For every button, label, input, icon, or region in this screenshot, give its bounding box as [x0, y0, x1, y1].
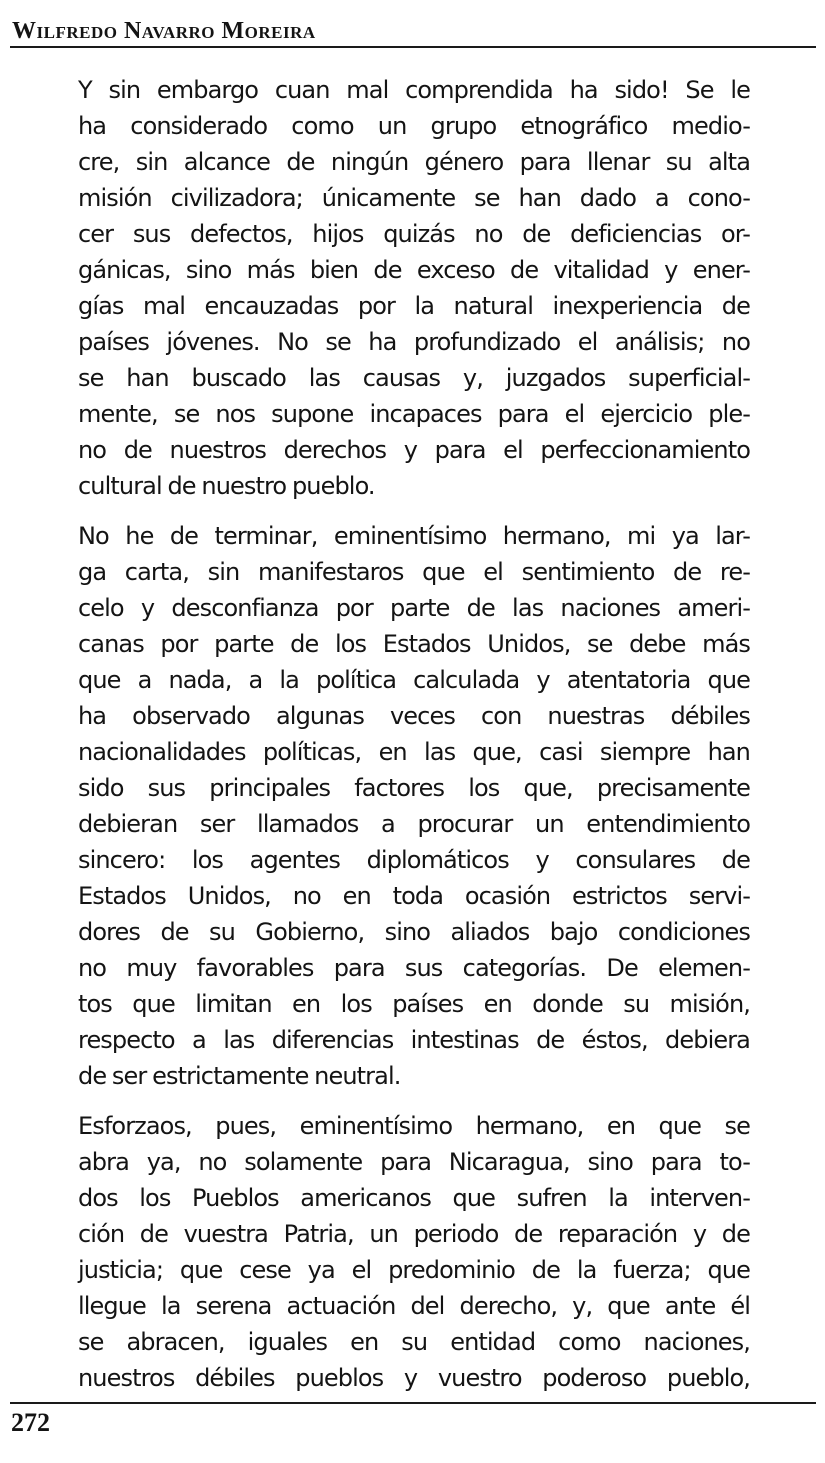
text-line: cer sus defectos, hijos quizás no de deficiencias or- — [78, 220, 750, 248]
text-line: no de nuestros derechos y para el perfeccionamiento — [78, 436, 750, 464]
text-line: cultural de nuestro pueblo. — [78, 472, 375, 500]
text-line: sincero: los agentes diplomáticos y consulares de — [78, 846, 750, 874]
text-line: que a nada, a la política calculada y atentatoria que — [78, 666, 750, 694]
text-line: países jóvenes. No se ha profundizado el análisis; no — [78, 328, 750, 356]
text-line: sido sus principales factores los que, precisamente — [78, 774, 750, 802]
text-line: ción de vuestra Patria, un periodo de reparación y de — [78, 1220, 750, 1248]
text-line: se han buscado las causas y, juzgados superficial- — [78, 364, 750, 392]
paragraph-2 — [78, 518, 750, 1094]
text-line: justicia; que cese ya el predominio de la fuerza; que — [78, 1256, 750, 1284]
text-line: nuestros débiles pueblos y vuestro poderoso pueblo, — [78, 1364, 750, 1392]
text-line: misión civilizadora; únicamente se han dado a cono- — [78, 184, 750, 212]
text-line: canas por parte de los Estados Unidos, se debe más — [78, 630, 750, 658]
text-line: se abracen, iguales en su entidad como naciones, — [78, 1328, 750, 1356]
text-line: mente, se nos supone incapaces para el ejercicio ple- — [78, 400, 750, 428]
text-line: dos los Pueblos americanos que sufren la interven- — [78, 1184, 750, 1212]
body-text — [78, 72, 750, 1410]
text-line: gías mal encauzadas por la natural inexperiencia de — [78, 292, 750, 320]
text-line: dores de su Gobierno, sino aliados bajo condiciones — [78, 918, 750, 946]
footer-rule — [10, 1402, 816, 1404]
text-line: No he de terminar, eminentísimo hermano, mi ya lar- — [78, 522, 750, 550]
page-number: 272 — [11, 1408, 50, 1437]
text-line: Y sin embargo cuan mal comprendida ha sido! Se le — [78, 76, 750, 104]
text-line: nacionalidades políticas, en las que, casi siempre han — [78, 738, 750, 766]
header-rule — [10, 46, 816, 48]
text-line: cre, sin alcance de ningún género para llenar su alta — [78, 148, 750, 176]
paragraph-1 — [78, 72, 750, 504]
text-line: Esforzaos, pues, eminentísimo hermano, en que se — [78, 1112, 750, 1140]
text-line: de ser estrictamente neutral. — [78, 1062, 401, 1090]
text-line: ha observado algunas veces con nuestras débiles — [78, 702, 750, 730]
text-line: Estados Unidos, no en toda ocasión estrictos servi- — [78, 882, 750, 910]
running-head-author: Wilfredo Navarro Moreira — [12, 18, 316, 44]
text-line: gánicas, sino más bien de exceso de vitalidad y ener- — [78, 256, 750, 284]
text-line: ha considerado como un grupo etnográfico medio- — [78, 112, 750, 140]
text-line: debieran ser llamados a procurar un entendimiento — [78, 810, 750, 838]
text-line: abra ya, no solamente para Nicaragua, sino para to- — [78, 1148, 750, 1176]
text-line: celo y desconfianza por parte de las naciones ameri- — [78, 594, 750, 622]
text-line: tos que limitan en los países en donde su misión, — [78, 990, 750, 1018]
text-line: no muy favorables para sus categorías. De elemen- — [78, 954, 750, 982]
paragraph-3 — [78, 1108, 750, 1396]
text-line: ga carta, sin manifestaros que el sentimiento de re- — [78, 558, 750, 586]
text-line: respecto a las diferencias intestinas de éstos, debiera — [78, 1026, 750, 1054]
text-line: llegue la serena actuación del derecho, y, que ante él — [78, 1292, 750, 1320]
